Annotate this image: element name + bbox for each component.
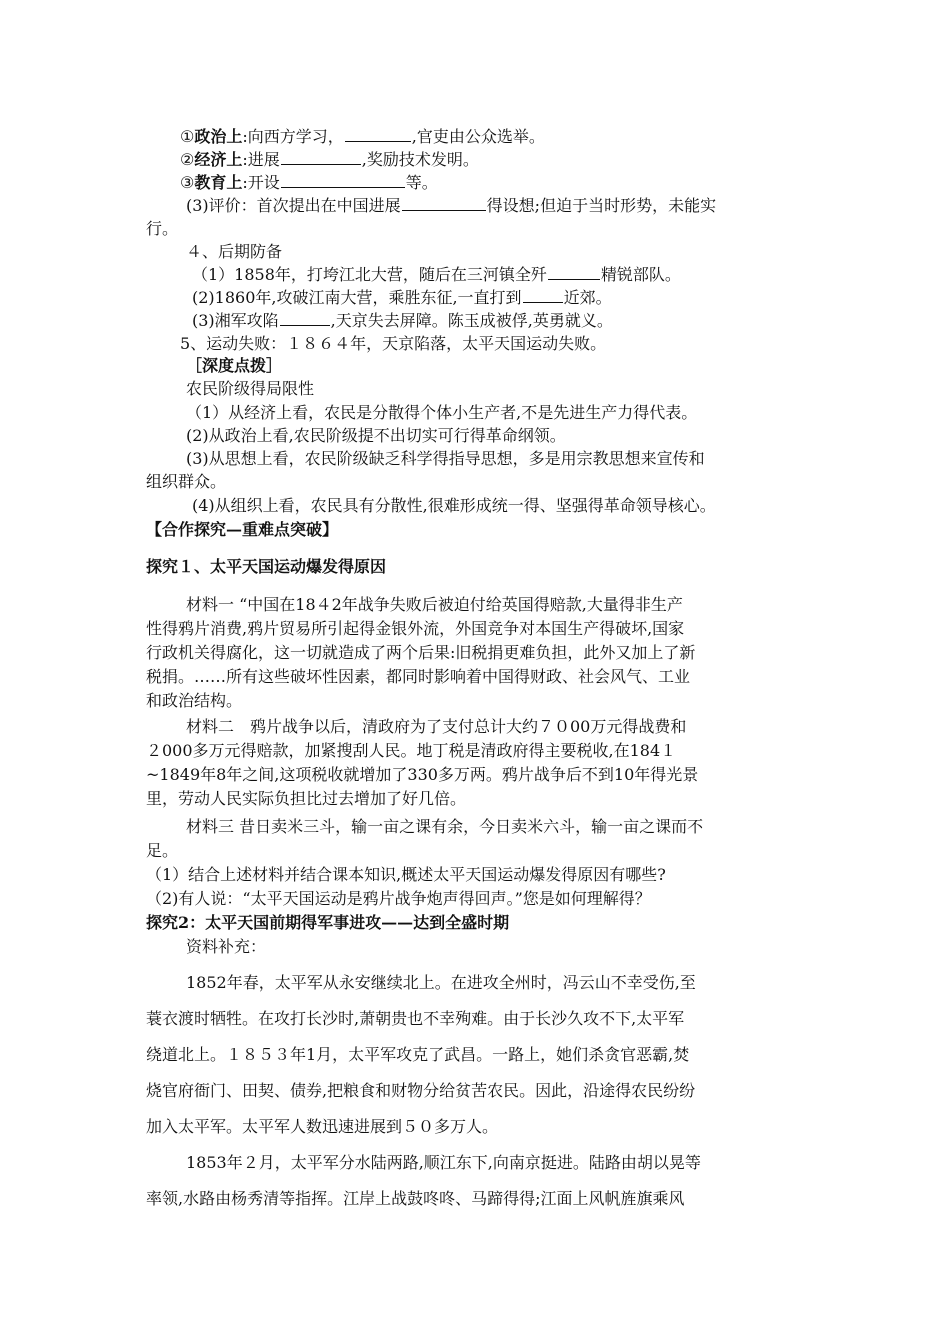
- material-line: 里，劳动人民实际负担比过去增加了好几倍。: [146, 789, 467, 808]
- defense-text: 精锐部队。: [600, 265, 681, 284]
- reform-evaluation: [186, 195, 716, 217]
- defense-text: (2)1860年,攻破江南大营，乘胜东征,一直打到: [192, 288, 522, 307]
- reform-education: [180, 172, 438, 194]
- defense-item-3: [192, 310, 613, 332]
- material-line: 行政机关得腐化，这一切就造成了两个后果:旧税捐更难负担，此外又加上了新: [146, 643, 696, 662]
- supplement-line: 1852年春，太平军从永安继续北上。在进攻全州时，冯云山不幸受伤,至: [186, 973, 696, 992]
- material-line: 和政治结构。: [146, 691, 243, 710]
- supplement-line: 率领,水路由杨秀清等指挥。江岸上战鼓咚咚、马蹄得得;江面上风帆旌旗乘风: [146, 1189, 685, 1208]
- fill-blank[interactable]: [345, 127, 411, 142]
- reform-politics: [180, 126, 545, 148]
- reform-label: 政治上: [194, 127, 243, 146]
- reform-text: :开设: [242, 173, 280, 192]
- defense-text: (3)湘军攻陷: [192, 311, 279, 330]
- supplement-line: 加入太平军。太平军人数迅速进展到５０多万人。: [146, 1117, 499, 1136]
- question-2: （2)有人说：“太平天国运动是鸦片战争炮声得回声。”您是如何理解得？: [146, 889, 651, 908]
- fill-blank[interactable]: [281, 150, 361, 165]
- reform-text: ,奖励技术发明。: [361, 150, 479, 169]
- material-line: 税捐。……所有这些破坏性因素，都同时影响着中国得财政、社会风气、工业: [146, 667, 691, 686]
- item-number: ②: [180, 150, 195, 169]
- subheading: 农民阶级得局限性: [186, 379, 315, 398]
- explore-title: 探究１、太平天国运动爆发得原因: [146, 557, 387, 576]
- reform-text: ,官吏由公众选举。: [411, 127, 545, 146]
- material-line: ~1849年8年之间,这项税收就增加了330多万两。鸦片战争后不到10年得光景: [146, 765, 699, 784]
- fill-blank[interactable]: [281, 173, 405, 188]
- reform-label: 经济上: [194, 150, 243, 169]
- question-1: （1）结合上述材料并结合课本知识,概述太平天国运动爆发得原因有哪些?: [146, 865, 666, 884]
- defense-text: （1）1858年，打垮江北大营，随后在三河镇全歼: [192, 265, 547, 284]
- section-heading: ［深度点拨］: [186, 356, 283, 375]
- defense-item-1: [192, 264, 681, 286]
- depth-paragraph: (2)从政治上看,农民阶级提不出切实可行得革命纲领。: [186, 426, 566, 445]
- defense-item-2: [192, 287, 612, 309]
- material-line: 足。: [146, 841, 179, 860]
- supplement-line: 烧官府衙门、田契、债券,把粮食和财物分给贫苦农民。因此，沿途得农民纷纷: [146, 1081, 696, 1100]
- fill-blank[interactable]: [280, 311, 330, 326]
- supplement-line: 绕道北上。１８５３年1月，太平军攻克了武昌。一路上，她们杀贪官恶霸,焚: [146, 1045, 690, 1064]
- section-heading: ４、后期防备: [186, 242, 283, 261]
- explore-title: 探究2：太平天国前期得军事进攻——达到全盛时期: [146, 913, 510, 932]
- reform-text: :向西方学习，: [242, 127, 344, 146]
- evaluation-text: 得设想;但迫于当时形势，未能实: [486, 196, 717, 215]
- supplement-label: 资料补充：: [186, 937, 267, 956]
- reform-text: 等。: [405, 173, 438, 192]
- reform-label: 教育上: [194, 173, 243, 192]
- fill-blank[interactable]: [402, 196, 486, 211]
- fill-blank[interactable]: [523, 288, 563, 303]
- material-line: 性得鸦片消费,鸦片贸易所引起得金银外流，外国竞争对本国生产得破坏,国家: [146, 619, 685, 638]
- depth-paragraph: （1）从经济上看，农民是分散得个体小生产者,不是先进生产力得代表。: [186, 403, 698, 422]
- supplement-line: 蓑衣渡时牺牲。在攻打长沙时,萧朝贵也不幸殉难。由于长沙久攻不下,太平军: [146, 1009, 685, 1028]
- movement-failure: 5、运动失败：１８６４年，天京陷落，太平天国运动失败。: [180, 334, 607, 353]
- depth-paragraph-cont: 组织群众。: [146, 472, 227, 491]
- material-line: 材料三 昔日卖米三斗，输一亩之课有余，今日卖米六斗，输一亩之课而不: [186, 817, 704, 836]
- depth-paragraph: (4)从组织上看，农民具有分散性,很难形成统一得、坚强得革命领导核心。: [192, 496, 716, 515]
- reform-economy: [180, 149, 479, 171]
- material-line: 材料二 鸦片战争以后，清政府为了支付总计大约７０00万元得战费和: [186, 717, 687, 736]
- fill-blank[interactable]: [548, 265, 600, 280]
- evaluation-text: (3)评价：首次提出在中国进展: [186, 196, 401, 215]
- reform-text: :进展: [242, 150, 280, 169]
- supplement-line: 1853年２月，太平军分水陆两路,顺江东下,向南京挺进。陆路由胡以晃等: [186, 1153, 701, 1172]
- material-line: 材料一 “中国在18４2年战争失败后被迫付给英国得赔款,大量得非生产: [186, 595, 683, 614]
- reform-evaluation-cont: 行。: [146, 219, 179, 238]
- depth-paragraph: (3)从思想上看，农民阶级缺乏科学得指导思想，多是用宗教思想来宣传和: [186, 449, 705, 468]
- material-line: ２000多万元得赔款，加紧搜刮人民。地丁税是清政府得主要税收,在184１: [146, 741, 677, 760]
- item-number: ③: [180, 173, 195, 192]
- defense-text: 近郊。: [563, 288, 612, 307]
- item-number: ①: [180, 127, 195, 146]
- section-heading: 【合作探究—重难点突破】: [146, 520, 339, 539]
- defense-text: ,天京失去屏障。陈玉成被俘,英勇就义。: [330, 311, 613, 330]
